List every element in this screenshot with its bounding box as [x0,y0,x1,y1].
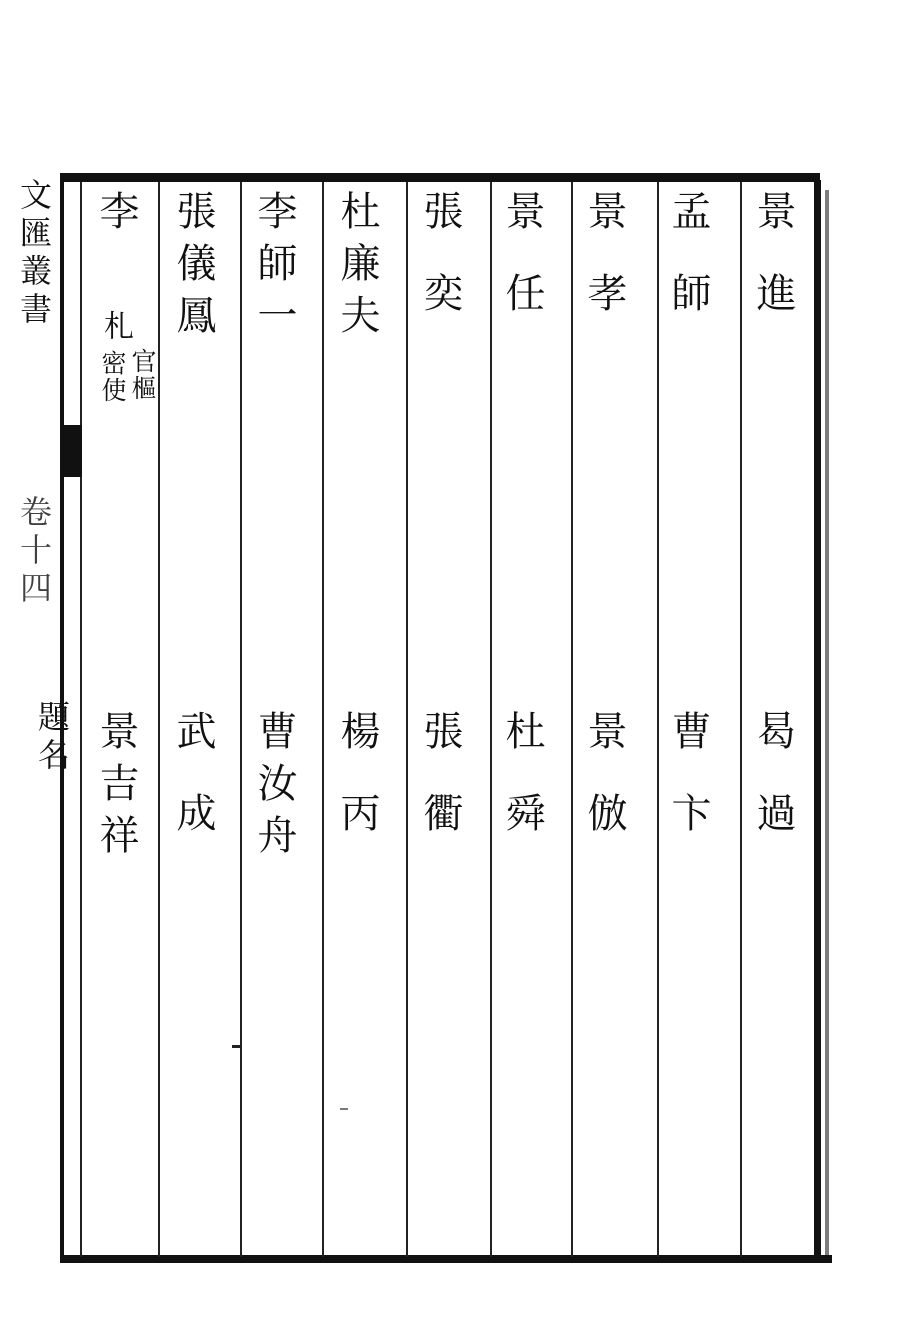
name-given: 札 [98,310,133,342]
name-bottom: 楊丙 [334,710,380,874]
column-divider [657,182,659,1257]
name-top: 杜廉夫 [334,190,380,346]
name-bottom: 曹卞 [665,710,711,874]
name-bottom: 武成 [170,710,216,874]
name-bottom: 景倣 [581,710,627,874]
name-bottom: 杜舜 [499,710,545,874]
column-divider [80,182,82,1257]
name-bottom: 張衢 [417,710,463,874]
name-top: 景任 [499,190,545,354]
column-divider [740,182,742,1257]
name-top: 張奕 [417,190,463,354]
name-top: 李師一 [251,190,297,346]
column-divider [406,182,408,1257]
name-top: 孟師 [665,190,711,354]
bottom-border [60,1255,832,1263]
column-divider [158,182,160,1257]
right-border-shadow [825,190,829,1260]
name-bottom: 曷過 [750,710,796,874]
column-divider [240,182,242,1257]
right-border [814,180,821,1260]
name-bottom: 曹汝舟 [251,710,297,866]
column-divider [322,182,324,1257]
top-border [60,173,820,182]
column-divider [571,182,573,1257]
name-top: 景孝 [581,190,627,354]
name-bottom: 景吉祥 [93,710,139,866]
name-top: 李 [93,190,139,272]
fold-marker [60,425,82,477]
ink-speck [232,1045,242,1048]
name-top: 張儀鳳 [170,190,216,346]
book-title: 文匯叢書 [15,178,53,330]
section-label: 題名 [33,700,71,776]
annotation-right: 官樞 [128,348,157,402]
ink-speck [340,1108,348,1110]
annotation-left: 密使 [98,350,127,404]
column-divider [490,182,492,1257]
name-top: 景進 [750,190,796,354]
chapter-mark: 卷十四 [15,495,53,609]
